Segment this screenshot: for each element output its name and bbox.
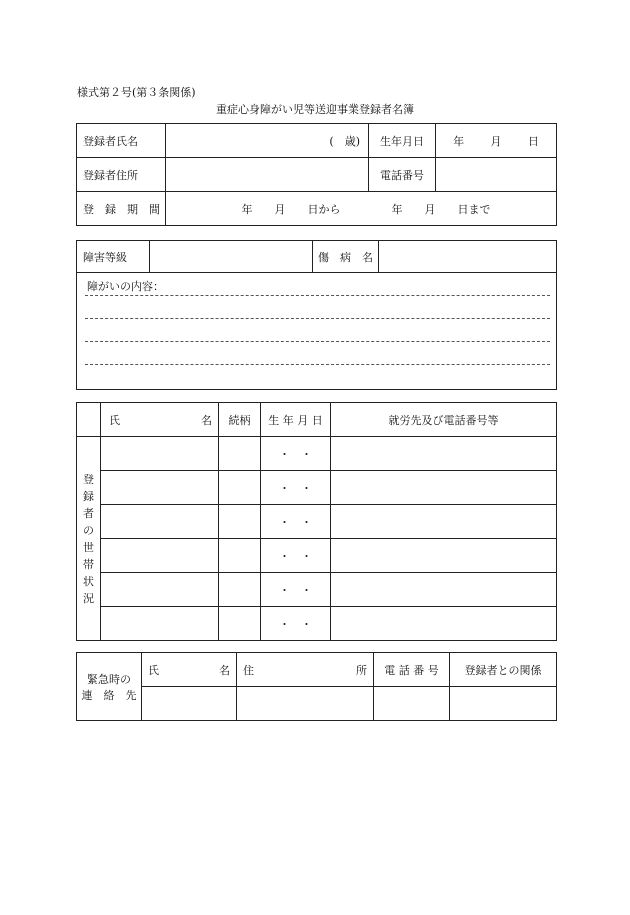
emergency-relation-field[interactable] [450, 687, 557, 721]
col-relation-header: 続柄 [219, 403, 261, 437]
emergency-col-phone: 電 話 番 号 [374, 653, 450, 687]
member-work-cell[interactable] [331, 505, 557, 539]
emergency-col-name: 氏 名 [142, 653, 237, 687]
phone-field[interactable] [436, 158, 557, 192]
col-name-header [101, 403, 219, 437]
registrant-name-field[interactable] [166, 124, 369, 158]
registration-period-field[interactable] [166, 192, 557, 226]
emergency-side-label: 緊急時の 連 絡 先 [77, 653, 142, 721]
dashed-line [85, 364, 550, 365]
member-work-cell[interactable] [331, 437, 557, 471]
col-work-header: 就労先及び電話番号等 [331, 403, 557, 437]
registration-period-label: 登 録 期 間 [77, 192, 166, 226]
table-row [77, 505, 557, 539]
member-birthdate-cell[interactable]: ・ ・ [261, 539, 331, 573]
member-relation-cell[interactable] [219, 437, 261, 471]
registrant-table [76, 123, 557, 226]
birthdate-field[interactable] [436, 124, 557, 158]
emergency-name-field[interactable] [142, 687, 237, 721]
year-unit: 年 [453, 134, 465, 148]
member-birthdate-cell[interactable]: ・ ・ [261, 437, 331, 471]
member-name-cell[interactable] [101, 573, 219, 607]
day-unit: 日 [527, 134, 539, 148]
disability-grade-field[interactable] [150, 241, 313, 273]
emergency-col-relation: 登録者との関係 [450, 653, 557, 687]
dashed-line [85, 295, 550, 296]
dashed-line [85, 318, 550, 319]
member-work-cell[interactable] [331, 471, 557, 505]
member-work-cell[interactable] [331, 573, 557, 607]
document-title: 重症心身障がい児等送迎事業登録者名簿 [216, 103, 414, 116]
member-relation-cell[interactable] [219, 505, 261, 539]
emergency-contact-table [76, 652, 557, 721]
member-birthdate-cell[interactable]: ・ ・ [261, 505, 331, 539]
member-name-cell[interactable] [101, 471, 219, 505]
member-birthdate-cell[interactable]: ・ ・ [261, 471, 331, 505]
col-name-left: 氏 [109, 413, 120, 427]
disability-content-area[interactable] [77, 273, 557, 390]
disability-content-label: 障がいの内容： [87, 280, 164, 293]
member-name-cell[interactable] [101, 607, 219, 641]
registrant-address-field[interactable] [166, 158, 369, 192]
form-number: 様式第２号(第３条関係) [77, 86, 196, 99]
member-relation-cell[interactable] [219, 607, 261, 641]
registrant-name-label: 登録者氏名 [77, 124, 166, 158]
member-name-cell[interactable] [101, 437, 219, 471]
period-to: 年 月 日まで [391, 202, 491, 216]
member-relation-cell[interactable] [219, 471, 261, 505]
table-row [77, 539, 557, 573]
household-side-label: 登 録 者 の 世 帯 状 況 [77, 437, 101, 641]
member-birthdate-cell[interactable]: ・ ・ [261, 607, 331, 641]
birthdate-label: 生年月日 [369, 124, 436, 158]
member-relation-cell[interactable] [219, 573, 261, 607]
member-work-cell[interactable] [331, 539, 557, 573]
disease-name-label: 傷 病 名 [313, 241, 379, 273]
member-birthdate-cell[interactable]: ・ ・ [261, 573, 331, 607]
household-corner [77, 403, 101, 437]
member-work-cell[interactable] [331, 607, 557, 641]
table-row [77, 471, 557, 505]
phone-label: 電話番号 [369, 158, 436, 192]
member-relation-cell[interactable] [219, 539, 261, 573]
registrant-address-label: 登録者住所 [77, 158, 166, 192]
age-suffix: ( 歳) [329, 134, 360, 148]
household-table [76, 402, 557, 641]
disability-table [76, 240, 557, 390]
table-row [77, 573, 557, 607]
disease-name-field[interactable] [379, 241, 557, 273]
col-birthdate-header: 生 年 月 日 [261, 403, 331, 437]
month-unit: 月 [490, 134, 502, 148]
dashed-line [85, 341, 550, 342]
disability-grade-label: 障害等級 [77, 241, 150, 273]
emergency-address-field[interactable] [237, 687, 374, 721]
emergency-col-address: 住 所 [237, 653, 374, 687]
member-name-cell[interactable] [101, 505, 219, 539]
member-name-cell[interactable] [101, 539, 219, 573]
col-name-right: 名 [201, 413, 212, 427]
period-from: 年 月 日から [241, 202, 341, 216]
emergency-phone-field[interactable] [374, 687, 450, 721]
table-row [77, 607, 557, 641]
